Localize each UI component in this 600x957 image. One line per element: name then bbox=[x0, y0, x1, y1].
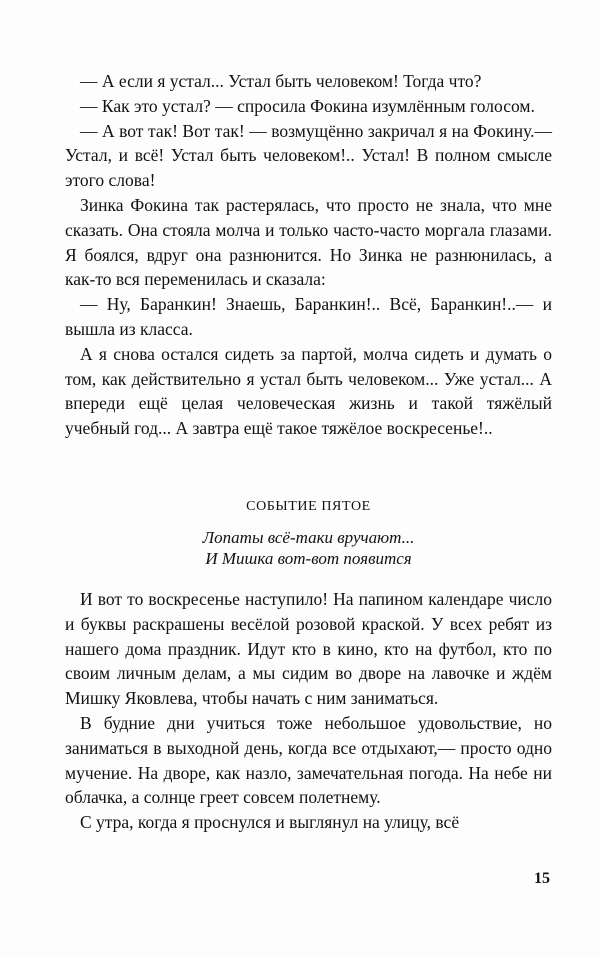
paragraph: В будние дни учиться тоже небольшое удовольствие, но заниматься в выходной день, когда все отдыхают,— просто одно мучение. На дворе, как назло, замечательная погода. На небе ни облачка, а солнце греет совсем полетнему. bbox=[65, 712, 552, 808]
paragraph: — Ну, Баранкин! Знаешь, Баранкин!.. Всё, Баранкин!..— и вышла из класса. bbox=[65, 294, 552, 339]
subtitle-line-2: И Мишка вот-вот появится bbox=[205, 549, 412, 568]
paragraph: И вот то воскресенье наступило! На папином календаре число и буквы раскрашены весёлой розовой краской. У всех ребят из нашего дома праздник. Идут кто в кино, кто на футбол, кто по своим личным делам, а мы сидим во дворе на лавочке и ждём Мишку Яковлева, чтобы начать с ним заниматься. bbox=[65, 589, 552, 709]
paragraph: — Как это устал? — спросила Фокина изумлённым голосом. bbox=[80, 95, 535, 116]
chapter-heading bbox=[65, 497, 552, 569]
chapter-subtitle bbox=[65, 527, 552, 569]
subtitle-line-1: Лопаты всё-таки вручают... bbox=[202, 528, 415, 547]
page-number: 15 bbox=[534, 870, 550, 887]
paragraph: С утра, когда я проснулся и выглянул на улицу, всё bbox=[80, 812, 460, 833]
body-text-bottom bbox=[65, 587, 552, 835]
paragraph: — А если я устал... Устал быть человеком! Тогда что? bbox=[80, 71, 482, 91]
paragraph: А я снова остался сидеть за партой, молча сидеть и думать о том, как действительно я устал быть человеком... Уже устал... А впереди ещё целая человеческая жизнь и такой тяжёлый учебный год... А завтра ещё такое тяжёлое воскресенье!.. bbox=[65, 343, 552, 439]
paragraph: Зинка Фокина так растерялась, что просто не знала, что мне сказать. Она стояла молча и только часто-часто моргала глазами. Я боялся, вдруг она разнюнится. Но Зинка не разнюнилась, а как-то вся переменилась и сказала: bbox=[65, 194, 552, 290]
body-text-top bbox=[65, 69, 552, 441]
paragraph: — А вот так! Вот так! — возмущённо закричал я на Фокину.— Устал, и всё! Устал быть человеком!.. Устал! В полном смысле этого слова! bbox=[65, 120, 552, 191]
chapter-title: СОБЫТИЕ ПЯТОЕ bbox=[246, 499, 371, 514]
